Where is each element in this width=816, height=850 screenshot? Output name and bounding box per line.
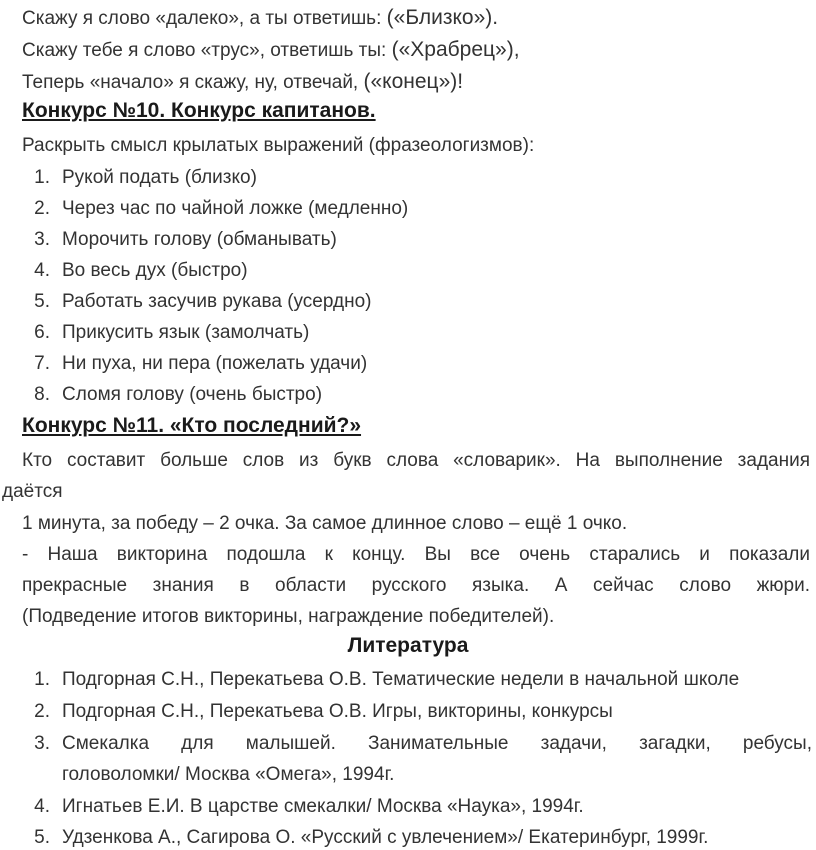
list-item-text: Ни пуха, ни пера (пожелать удачи) (62, 353, 368, 374)
list-item-number: 3. (34, 229, 50, 250)
intro-line-2 (22, 38, 520, 63)
contest10-title: Конкурс №10. Конкурс капитанов. (22, 99, 376, 122)
list-item-text: Сломя голову (очень быстро) (62, 384, 323, 405)
list-item-number: 1. (34, 167, 50, 188)
list-item-number: 7. (34, 353, 50, 374)
intro-line-1 (22, 6, 498, 31)
intro-line-3 (22, 70, 463, 95)
list-item-text: Через час по чайной ложке (медленно) (62, 198, 409, 219)
intro-line-1-answer: («Близко»). (386, 6, 499, 29)
literature-item-number: 2. (34, 701, 50, 722)
list-item-number: 2. (34, 198, 50, 219)
literature-item-text: Смекалка для малышей. Занимательные задачи, загадки, ребусы, (62, 733, 812, 754)
literature-title: Литература (347, 634, 469, 657)
intro-line-1-main: Скажу я слово «далеко», а ты ответишь: (22, 8, 387, 29)
list-item-number: 4. (34, 260, 50, 281)
intro-line-3-answer: («конец»)! (363, 70, 464, 93)
contest11-paragraph-3-line-1: - Наша викторина подошла к концу. Вы все очень старались и показали (22, 544, 810, 565)
contest11-paragraph-1-line-2: даётся (2, 481, 63, 502)
contest11-title: Конкурс №11. «Кто последний?» (22, 414, 362, 437)
list-item-text: Прикусить язык (замолчать) (62, 322, 310, 343)
list-item-number: 6. (34, 322, 50, 343)
literature-item-text: Игнатьев Е.И. В царстве смекалки/ Москва «Наука», 1994г. (62, 796, 584, 817)
literature-item-text: Подгорная С.Н., Перекатьева О.В. Игры, викторины, конкурсы (62, 701, 613, 722)
literature-item-number: 4. (34, 796, 50, 817)
list-item-text: Морочить голову (обманывать) (62, 229, 337, 250)
contest11-paragraph-2: 1 минута, за победу – 2 очка. За самое длинное слово – ещё 1 очко. (22, 513, 628, 534)
list-item-text: Работать засучив рукава (усердно) (62, 291, 372, 312)
literature-item-text: Подгорная С.Н., Перекатьева О.В. Тематические недели в начальной школе (62, 669, 740, 690)
list-item-text: Во весь дух (быстро) (62, 260, 248, 281)
contest10-description: Раскрыть смысл крылатых выражений (фразеологизмов): (22, 135, 535, 156)
list-item-number: 8. (34, 384, 50, 405)
contest11-paragraph-3-line-2: прекрасные знания в области русского языка. А сейчас слово жюри. (22, 575, 810, 596)
contest11-paragraph-3-line-3: (Подведение итогов викторины, награждение победителей). (22, 606, 555, 627)
literature-item-text: Удзенкова А., Сагирова О. «Русский с увлечением»/ Екатеринбург, 1999г. (62, 827, 709, 848)
literature-item-number: 5. (34, 827, 50, 848)
literature-item (0, 732, 816, 796)
list-item-number: 5. (34, 291, 50, 312)
literature-item-number: 1. (34, 669, 50, 690)
literature-item-text-continued: головоломки/ Москва «Омега», 1994г. (62, 764, 395, 785)
list-item-text: Рукой подать (близко) (62, 167, 257, 188)
intro-line-3-main: Теперь «начало» я скажу, ну, отвечай, (22, 72, 364, 93)
intro-line-2-answer: («Храбрец»), (391, 38, 520, 61)
contest11-paragraph-1-line-1: Кто составит больше слов из букв слова «словарик». На выполнение задания (22, 450, 810, 471)
intro-line-2-main: Скажу тебе я слово «трус», ответишь ты: (22, 40, 392, 61)
literature-item-number: 3. (34, 733, 50, 754)
